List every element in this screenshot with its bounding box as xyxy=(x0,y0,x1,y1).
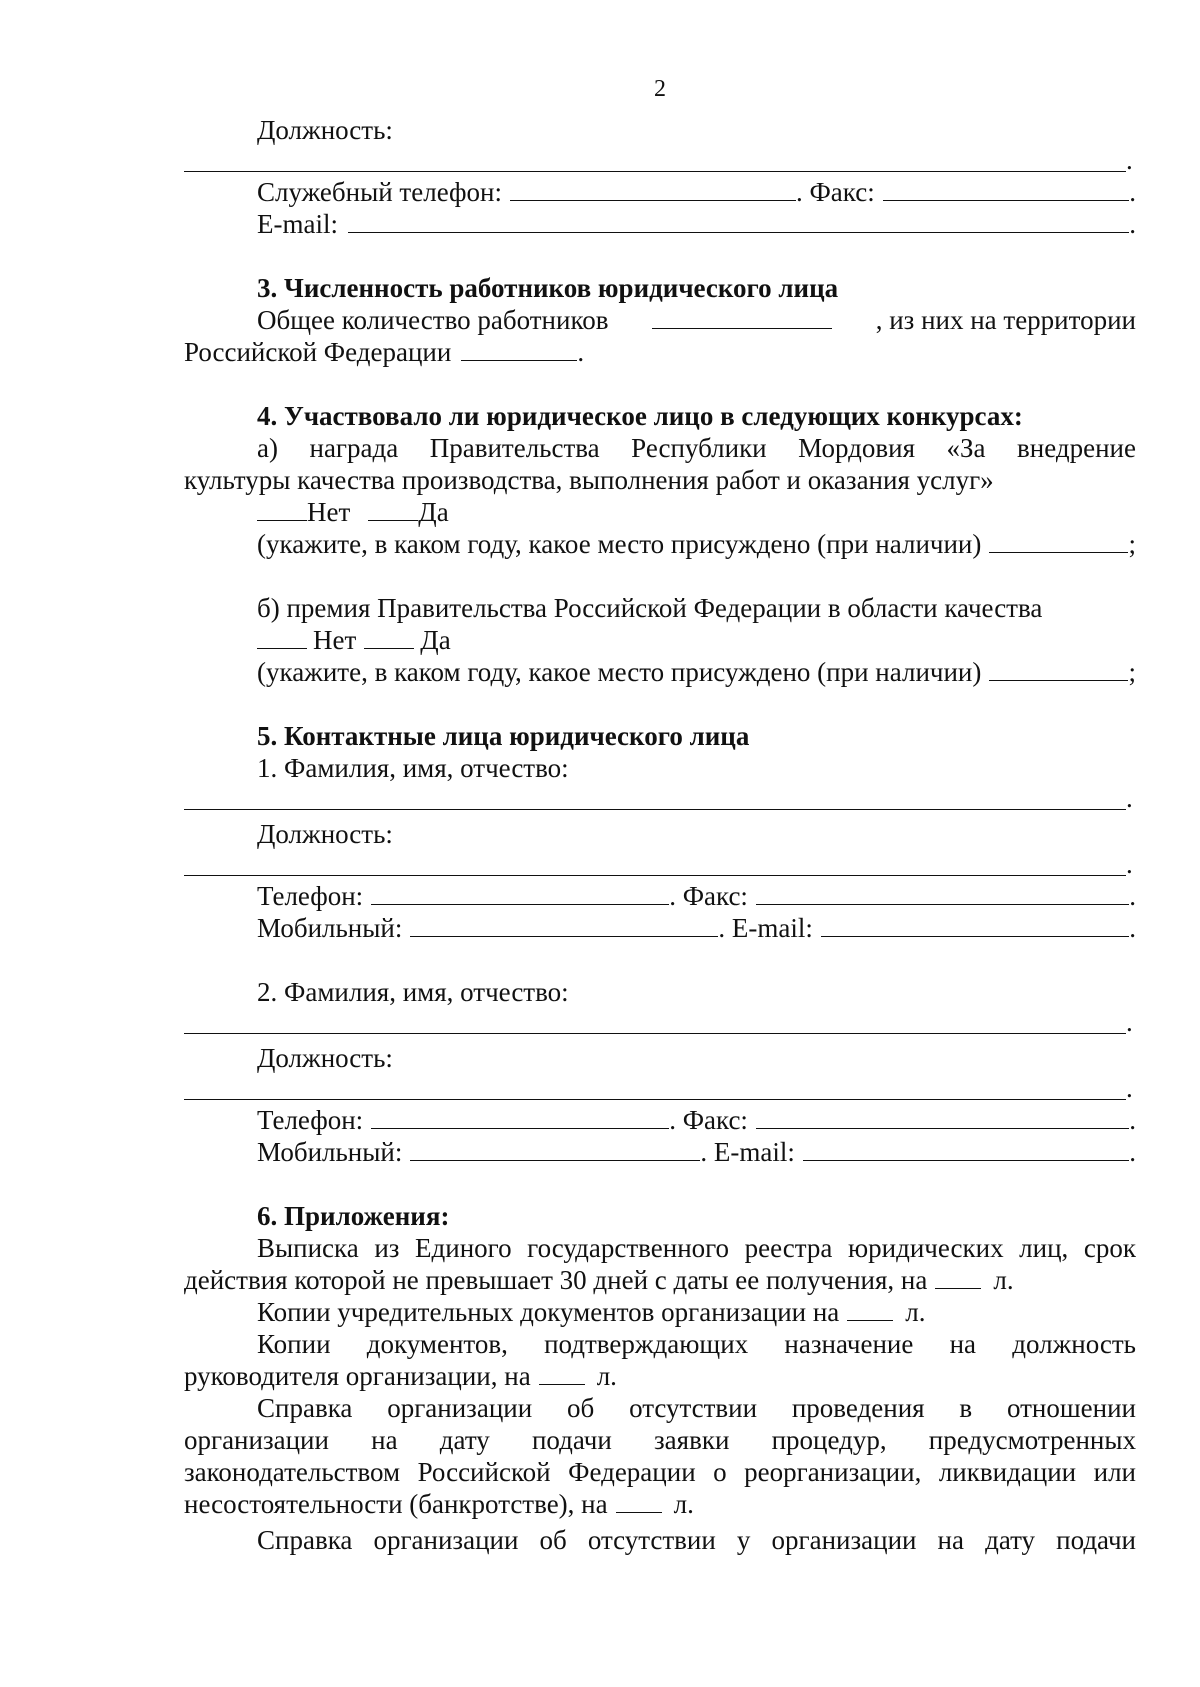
award-a-yes-field[interactable] xyxy=(368,496,418,521)
office-phone-label: Служебный телефон: xyxy=(257,177,502,207)
contact2-email-label: . E-mail: xyxy=(700,1137,795,1167)
award-b-yes-label: Да xyxy=(420,625,451,655)
position-label: Должность: xyxy=(257,115,393,145)
contact2-mobile-row: Мобильный: . E-mail: . xyxy=(257,1137,1136,1167)
contact2-fax-label: . Факс: xyxy=(669,1105,748,1135)
fax-label: . Факс: xyxy=(795,177,875,207)
office-phone-row: Служебный телефон: . Факс: . xyxy=(257,177,1136,207)
attachment3-sheets-field[interactable] xyxy=(539,1360,585,1385)
employees-rf-label: Российской Федерации xyxy=(184,337,452,367)
email-label: E-mail: xyxy=(257,209,338,239)
employees-rf-row: Российской Федерации . xyxy=(184,337,585,367)
contact1-email-label: . E-mail: xyxy=(718,913,813,943)
award-b-specify-field[interactable] xyxy=(989,656,1128,681)
award-a-choice-row xyxy=(184,496,1136,528)
attachment5-line1: Справка организации об отсутствии у организации на дату подачи xyxy=(257,1525,1136,1555)
award-b-specify-label: (укажите, в каком году, какое место присуждено (при наличии) xyxy=(257,657,982,687)
contact2-phone-field[interactable] xyxy=(371,1104,669,1129)
contact2-name-field[interactable]: . xyxy=(184,1008,1136,1038)
award-a-yes-label: Да xyxy=(418,497,449,527)
fax-field[interactable] xyxy=(883,176,1130,201)
position-field[interactable]: . xyxy=(184,146,1136,176)
award-a-no-label: Нет xyxy=(307,497,351,527)
contact2-mobile-field[interactable] xyxy=(410,1136,700,1161)
attachment1-line2: действия которой не превышает 30 дней с даты ее получения, на л. xyxy=(184,1265,1014,1295)
contact1-fax-field[interactable] xyxy=(756,880,1129,905)
contact2-phone-label: Телефон: xyxy=(257,1105,364,1135)
contact2-fax-field[interactable] xyxy=(756,1104,1129,1129)
attachment3-line1: Копии документов, подтверждающих назначение на должность xyxy=(257,1329,1136,1359)
award-b-choice-row xyxy=(184,624,1136,656)
award-b-no-field[interactable] xyxy=(257,624,307,649)
contact1-phone-row: Телефон: . Факс: . xyxy=(257,881,1136,911)
award-b-yes-field[interactable] xyxy=(364,624,414,649)
contact1-position-field[interactable]: . xyxy=(184,850,1136,880)
attachment2-line: Копии учредительных документов организации на л. xyxy=(257,1297,926,1327)
section5-heading: 5. Контактные лица юридического лица xyxy=(257,721,750,751)
employees-label: Общее количество работников xyxy=(257,305,609,335)
award-a-specify-field[interactable] xyxy=(989,528,1128,553)
contact1-mobile-row: Мобильный: . E-mail: . xyxy=(257,913,1136,943)
section4-heading: 4. Участвовало ли юридическое лицо в следующих конкурсах: xyxy=(257,401,1023,431)
award-b-specify-row: (укажите, в каком году, какое место присуждено (при наличии) ; xyxy=(257,657,1136,687)
contact2-position-field[interactable]: . xyxy=(184,1074,1136,1104)
attachment2-sheets-field[interactable] xyxy=(847,1296,893,1321)
award-a-line2: культуры качества производства, выполнения работ и оказания услуг» xyxy=(184,465,994,495)
employees-suffix: , из них на территории xyxy=(875,305,1136,335)
contact2-mobile-label: Мобильный: xyxy=(257,1137,403,1167)
attachment4-sheets-field[interactable] xyxy=(616,1488,662,1513)
office-phone-field[interactable] xyxy=(510,176,796,201)
contact1-name-field[interactable]: . xyxy=(184,784,1136,814)
award-a-specify-row: (укажите, в каком году, какое место присуждено (при наличии) ; xyxy=(257,529,1136,559)
attachment1-sheets-field[interactable] xyxy=(935,1264,981,1289)
contact1-position-label: Должность: xyxy=(257,819,393,849)
award-a-no-field[interactable] xyxy=(257,496,307,521)
attachment1-line1: Выписка из Единого государственного реестра юридических лиц, срок xyxy=(257,1233,1136,1263)
contact1-mobile-field[interactable] xyxy=(410,912,718,937)
contact1-name-label: 1. Фамилия, имя, отчество: xyxy=(257,753,569,783)
award-b-no-label: Нет xyxy=(313,625,357,655)
form-content xyxy=(184,114,1136,1556)
attachment4-line1: Справка организации об отсутствии проведения в отношении xyxy=(257,1393,1136,1423)
attachment4-line2: организации на дату подачи заявки процедур, предусмотренных xyxy=(184,1425,1136,1455)
section6-heading: 6. Приложения: xyxy=(257,1201,450,1231)
award-b-line1: б) премия Правительства Российской Федерации в области качества xyxy=(257,593,1043,623)
contact2-phone-row: Телефон: . Факс: . xyxy=(257,1105,1136,1135)
employees-rf-field[interactable] xyxy=(461,336,577,361)
contact2-position-label: Должность: xyxy=(257,1043,393,1073)
contact1-mobile-label: Мобильный: xyxy=(257,913,403,943)
attachment3-line2: руководителя организации, на л. xyxy=(184,1361,617,1391)
contact1-phone-label: Телефон: xyxy=(257,881,364,911)
employees-total-field[interactable] xyxy=(652,304,832,329)
award-a-specify-label: (укажите, в каком году, какое место присуждено (при наличии) xyxy=(257,529,982,559)
contact1-phone-field[interactable] xyxy=(371,880,669,905)
attachment4-line4: несостоятельности (банкротстве), на л. xyxy=(184,1489,694,1519)
email-row: E-mail: . xyxy=(257,209,1136,239)
contact1-email-field[interactable] xyxy=(821,912,1129,937)
email-field[interactable] xyxy=(348,208,1129,233)
award-a-line1: а) награда Правительства Республики Мордовия «За внедрение xyxy=(257,433,1136,463)
contact2-email-field[interactable] xyxy=(803,1136,1129,1161)
attachment4-line3: законодательством Российской Федерации о реорганизации, ликвидации или xyxy=(184,1457,1136,1487)
contact1-fax-label: . Факс: xyxy=(669,881,748,911)
contact2-name-label: 2. Фамилия, имя, отчество: xyxy=(257,977,569,1007)
employees-row xyxy=(184,304,1136,336)
page-number: 2 xyxy=(654,76,666,102)
section3-heading: 3. Численность работников юридического лица xyxy=(257,273,839,303)
